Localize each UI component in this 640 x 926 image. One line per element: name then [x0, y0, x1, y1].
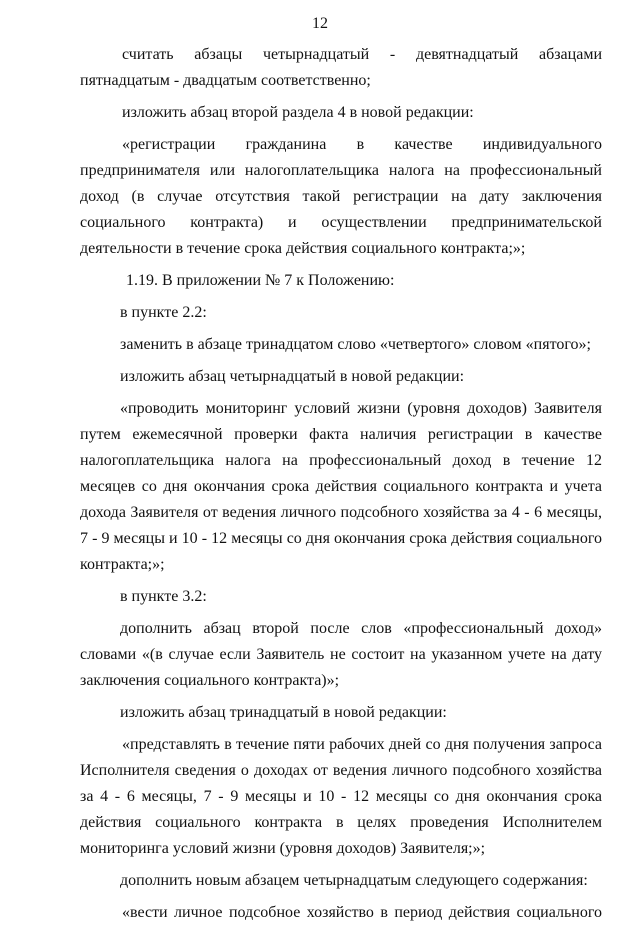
paragraph: «вести личное подсобное хозяйство в период действия социального — [122, 904, 602, 921]
paragraph: в пункте 3.2: — [120, 588, 207, 605]
paragraph: изложить абзац второй раздела 4 в новой редакции: — [122, 104, 474, 121]
paragraph: 1.19. В приложении № 7 к Положению: — [126, 272, 395, 289]
paragraph: «проводить мониторинг условий жизни (уровня доходов) Заявителя путем ежемесячной проверки факта наличия регистрации в качестве налогоплательщика налога на профессиональный доход в течение 12 месяцев со дня окончания срока действия социального контракта и учета дохода Заявителя от ведения личного подсобного хозяйства за 4 - 6 месяцы, 7 - 9 месяцы и 10 - 12 месяцы со дня окончания срока действия социального контракта;»; — [80, 400, 602, 573]
paragraph: изложить абзац четырнадцатый в новой редакции: — [120, 368, 465, 385]
paragraph: «представлять в течение пяти рабочих дней со дня получения запроса Исполнителя сведения о доходах от ведения личного подсобного хозяйства за 4 - 6 месяцы, 7 - 9 месяцы и 10 - 12 месяцы со дня окончания срока действия социального контракта в целях проведения Исполнителем мониторинга условий жизни (уровня доходов) Заявителя;»; — [80, 736, 602, 857]
paragraph: изложить абзац тринадцатый в новой редакции: — [120, 704, 447, 721]
paragraph: в пункте 2.2: — [120, 304, 207, 321]
paragraph: считать абзацы четырнадцатый - девятнадцатый абзацами пятнадцатым - двадцатым соответственно; — [80, 46, 602, 89]
document-body — [80, 42, 602, 926]
paragraph: дополнить абзац второй после слов «профессиональный доход» словами «(в случае если Заявитель не состоит на указанном учете на дату заключения социального контракта)»; — [80, 620, 602, 689]
paragraph: дополнить новым абзацем четырнадцатым следующего содержания: — [120, 872, 588, 889]
paragraph: «регистрации гражданина в качестве индивидуального предпринимателя или налогоплательщика налога на профессиональный доход (в случае отсутствия такой регистрации на дату заключения социального контракта) и осуществлении предпринимательской деятельности в течение срока действия социального контракта;»; — [80, 136, 602, 257]
page-number: 12 — [312, 15, 328, 32]
paragraph: заменить в абзаце тринадцатом слово «четвертого» словом «пятого»; — [120, 336, 591, 353]
